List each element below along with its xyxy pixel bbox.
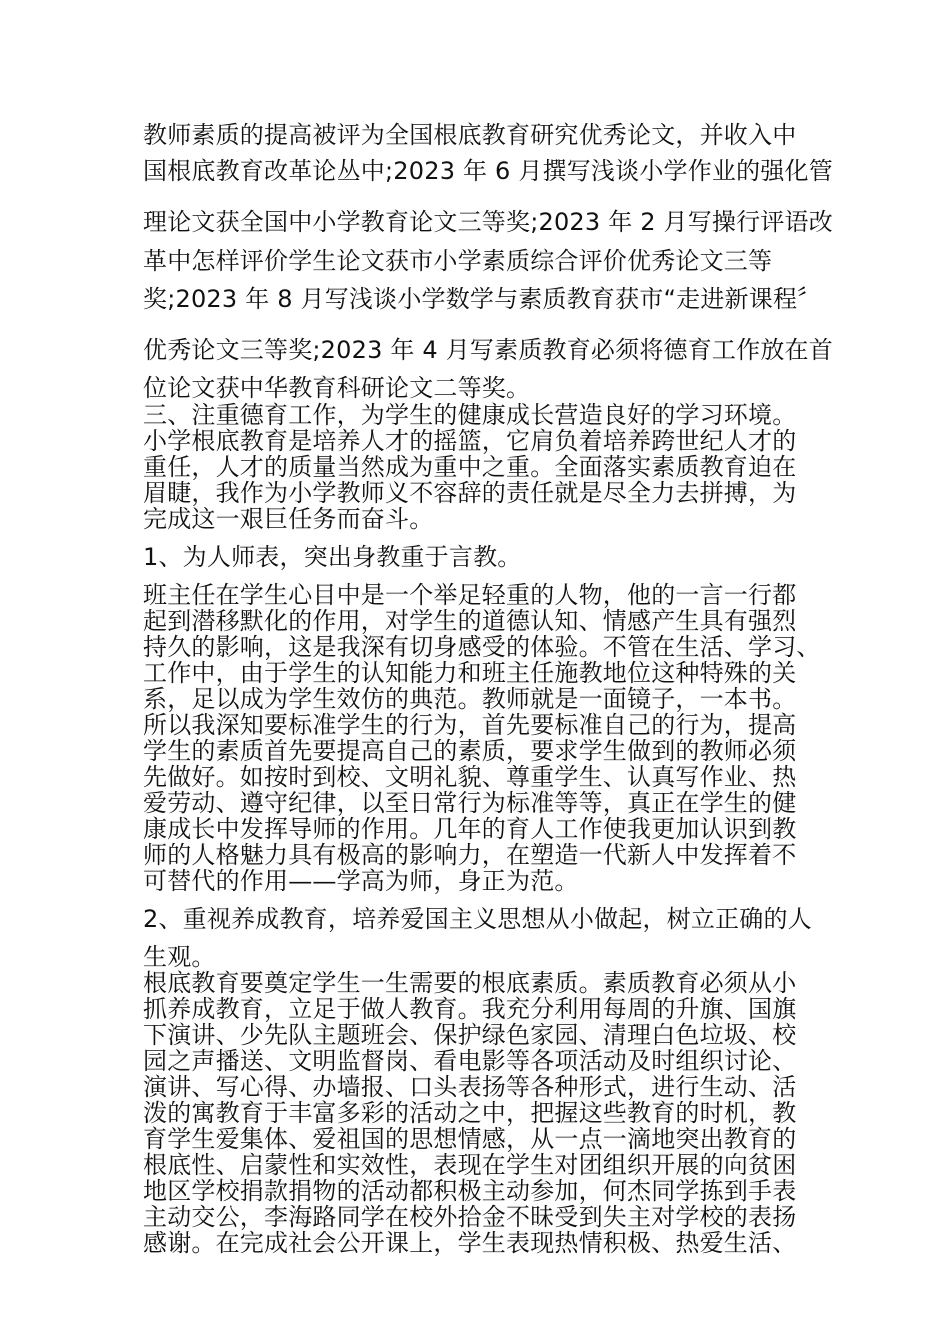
subsection-heading: 1、为人师表，突出身教重于言教。 xyxy=(143,543,522,571)
text-line: 根底教育要奠定学生一生需要的根底素质。素质教育必须从小 xyxy=(143,969,797,997)
text-line: 育学生爱集体、爱祖国的思想情感，从一点一滴地突出教育的 xyxy=(143,1125,797,1153)
text-line: 生观。 xyxy=(143,943,216,971)
text-line: 下演讲、少先队主题班会、保护绿色家园、清理白色垃圾、校 xyxy=(143,1021,797,1049)
text-line: 爱劳动、遵守纪律，以至日常行为标准等等，真正在学生的健 xyxy=(143,789,797,817)
text-line: 完成这一艰巨任务而奋斗。 xyxy=(143,505,434,533)
text-line: 眉睫，我作为小学教师义不容辞的责任就是尽全力去拼搏，为 xyxy=(143,479,797,507)
text-line: 泼的寓教育于丰富多彩的活动之中，把握这些教育的时机，教 xyxy=(143,1099,797,1127)
text-line: 抓养成教育，立足于做人教育。我充分利用每周的升旗、国旗 xyxy=(143,995,797,1023)
text-line: 园之声播送、文明监督岗、看电影等各项活动及时组织讨论、 xyxy=(143,1047,797,1075)
section-heading: 三、注重德育工作，为学生的健康成长营造良好的学习环境。 xyxy=(143,401,797,429)
text-line: 小学根底教育是培养人才的摇篮，它肩负着培养跨世纪人才的 xyxy=(143,427,797,455)
text-line: 演讲、写心得、办墙报、口头表扬等各种形式，进行生动、活 xyxy=(143,1073,797,1101)
text-line: 所以我深知要标准学生的行为，首先要标准自己的行为，提高 xyxy=(143,711,797,739)
subsection-heading: 2、重视养成教育，培养爱国主义思想从小做起，树立正确的人 xyxy=(143,905,812,933)
text-line: 重任，人才的质量当然成为重中之重。全面落实素质教育迫在 xyxy=(143,453,797,481)
text-line: 学生的素质首先要提高自己的素质，要求学生做到的教师必须 xyxy=(143,737,797,765)
text-line: 工作中，由于学生的认知能力和班主任施教地位这种特殊的关 xyxy=(143,659,797,687)
text-line: 地区学校捐款捐物的活动都积极主动参加，何杰同学拣到手表 xyxy=(143,1177,797,1205)
text-line: 优秀论文三等奖;2023 年 4 月写素质教育必须将德育工作放在首 xyxy=(143,336,833,364)
text-line: 起到潜移默化的作用，对学生的道德认知、情感产生具有强烈 xyxy=(143,607,797,635)
text-line: 革中怎样评价学生论文获市小学素质综合评价优秀论文三等 xyxy=(143,247,773,275)
text-line: 持久的影响，这是我深有切身感受的体验。不管在生活、学习、 xyxy=(143,633,821,661)
text-line: 班主任在学生心目中是一个举足轻重的人物，他的一言一行都 xyxy=(143,581,797,609)
text-line: 师的人格魅力具有极高的影响力，在塑造一代新人中发挥着不 xyxy=(143,841,797,869)
text-line: 先做好。如按时到校、文明礼貌、尊重学生、认真写作业、热 xyxy=(143,763,797,791)
text-line: 系，足以成为学生效仿的典范。教师就是一面镜子，一本书。 xyxy=(143,685,797,713)
text-line: 主动交公，李海路同学在校外拾金不昧受到失主对学校的表扬 xyxy=(143,1203,797,1231)
text-line: 位论文获中华教育科研论文二等奖。 xyxy=(143,374,531,402)
text-line: 奖;2023 年 8 月写浅谈小学数学与素质教育获市“走进新课程〞 xyxy=(143,285,822,313)
text-line: 可替代的作用——学高为师，身正为范。 xyxy=(143,867,579,895)
text-line: 国根底教育改革论丛中;2023 年 6 月撰写浅谈小学作业的强化管 xyxy=(143,157,833,185)
text-line: 根底性、启蒙性和实效性，表现在学生对团组织开展的向贫困 xyxy=(143,1151,797,1179)
text-line: 康成长中发挥导师的作用。几年的育人工作使我更加认识到教 xyxy=(143,815,797,843)
text-line: 理论文获全国中小学教育论文三等奖;2023 年 2 月写操行评语改 xyxy=(143,208,833,236)
text-line: 感谢。在完成社会公开课上，学生表现热情积极、热爱生活、 xyxy=(143,1229,797,1257)
text-line: 教师素质的提高被评为全国根底教育研究优秀论文，并收入中 xyxy=(143,121,797,149)
